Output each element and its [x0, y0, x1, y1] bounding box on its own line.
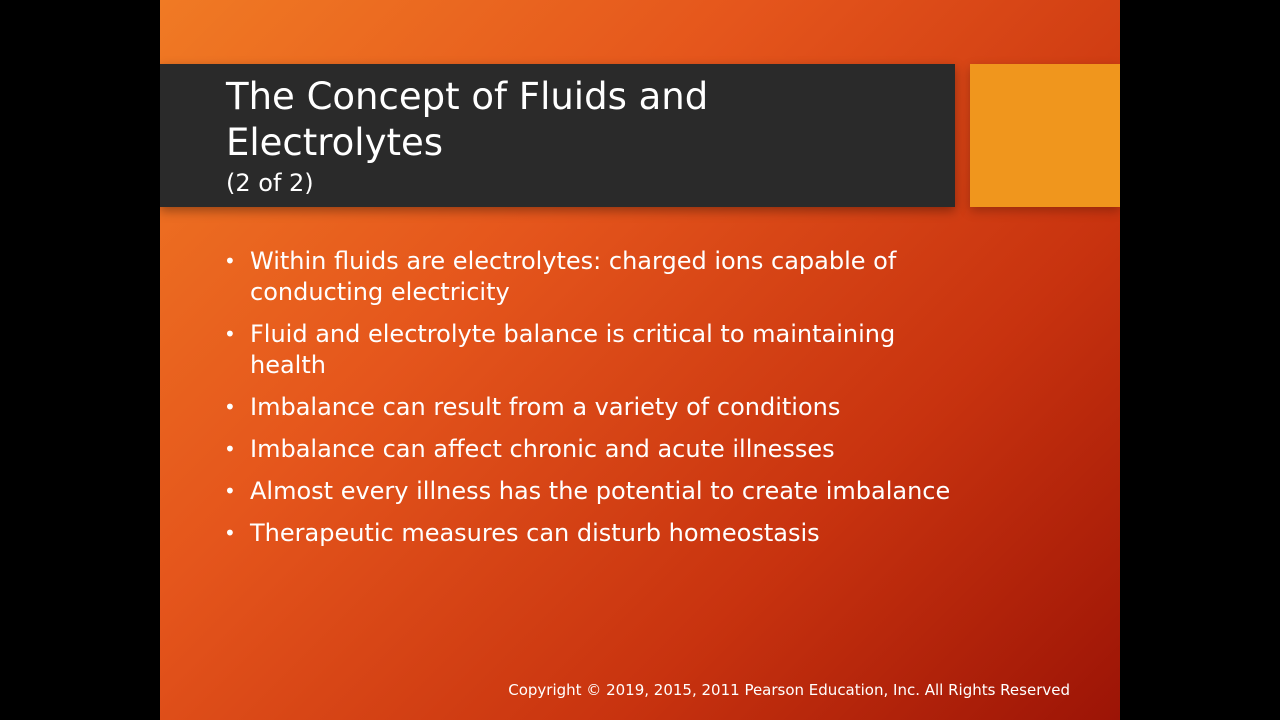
slide-subtitle: (2 of 2) [226, 169, 314, 197]
bullet-item [224, 319, 954, 381]
bullet-text: Almost every illness has the potential to create imbalance [250, 477, 951, 505]
bullet-icon: • [224, 395, 236, 419]
bullet-item [224, 392, 954, 423]
bullet-icon: • [224, 249, 236, 273]
bullet-item [224, 246, 954, 308]
bullet-list [224, 246, 954, 560]
accent-square [970, 64, 1120, 207]
bullet-icon: • [224, 521, 236, 545]
bullet-text: Within fluids are electrolytes: charged ions capable of conducting electricity [250, 247, 897, 306]
bullet-icon: • [224, 479, 236, 503]
bullet-text: Fluid and electrolyte balance is critical to maintaining health [250, 320, 896, 379]
bullet-item [224, 476, 954, 507]
bullet-icon: • [224, 322, 236, 346]
bullet-text: Imbalance can affect chronic and acute illnesses [250, 435, 835, 463]
bullet-item [224, 518, 954, 549]
slide-title: The Concept of Fluids and Electrolytes [226, 75, 709, 164]
bullet-item [224, 434, 954, 465]
bullet-text: Imbalance can result from a variety of conditions [250, 393, 841, 421]
copyright-footer: Copyright © 2019, 2015, 2011 Pearson Education, Inc. All Rights Reserved [508, 681, 1070, 699]
bullet-text: Therapeutic measures can disturb homeostasis [250, 519, 820, 547]
title-bar [160, 64, 955, 207]
bullet-icon: • [224, 437, 236, 461]
slide [160, 0, 1120, 720]
